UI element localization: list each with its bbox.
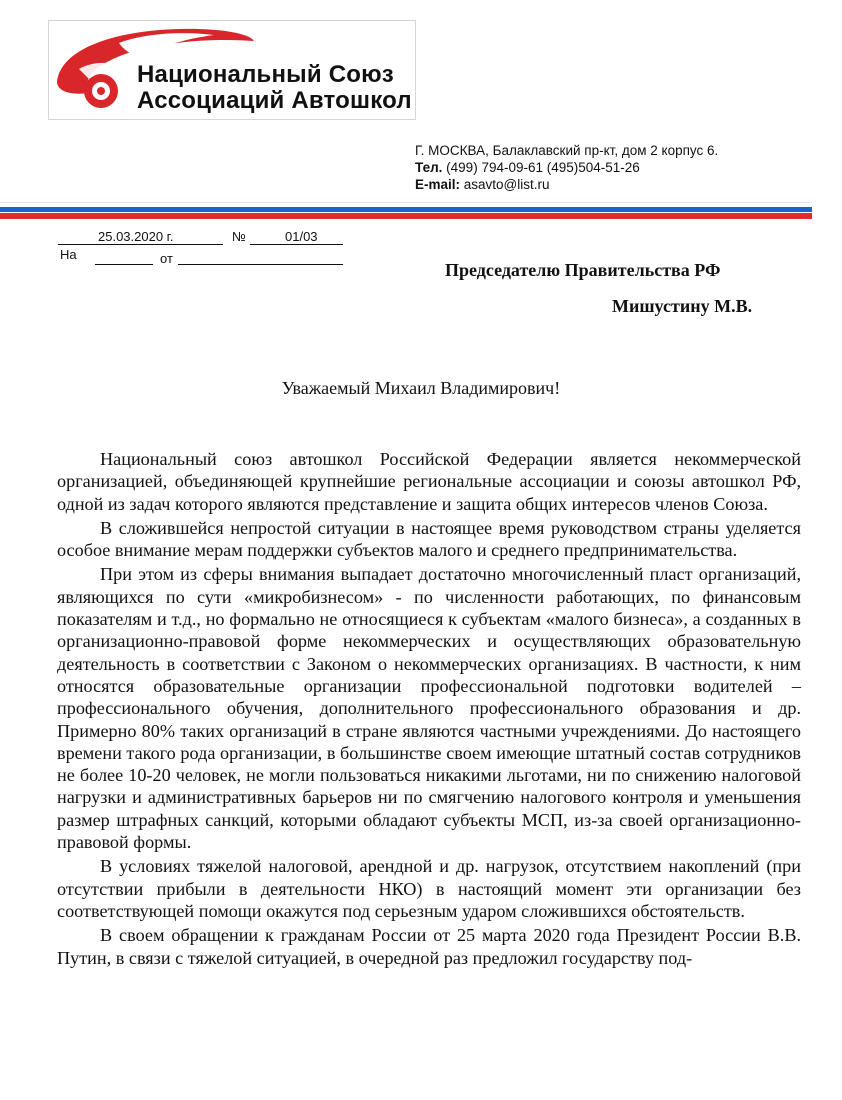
addressee-title: Председателю Правительства РФ [445, 260, 721, 280]
address-line: Г. МОСКВА, Балаклавский пр-кт, дом 2 корпус 6. [415, 143, 719, 158]
addressee-name: Мишустину М.В. [612, 296, 753, 316]
logo-title-line2: Ассоциаций Автошкол [137, 87, 412, 114]
phone-line [415, 159, 718, 176]
paragraph: Национальный союз автошкол Российской Федерации является некоммерческой организацией, объединяющей крупнейшие региональные ассоциации и союзы автошкол РФ, одной из задач которого являются представление и защита общих интересов членов Союза. [57, 449, 801, 514]
email-label: E-mail: [415, 177, 461, 192]
from-label: от [160, 251, 173, 266]
reply-underline [95, 264, 153, 265]
phone-label: Тел. [415, 160, 443, 175]
tricolor-divider [0, 202, 812, 220]
salutation: Уважаемый Михаил Владимирович! [281, 378, 561, 398]
reply-label: На [60, 247, 77, 262]
paragraph: При этом из сферы внимания выпадает достаточно многочисленный пласт организаций, являющихся по сути «микробизнесом» - по численности работающих, по финансовым показателям и т.д., но формально не относящиеся к субъектам «малого бизнеса», а созданных в организационно-правовой форме некоммерческих и осуществляющих образовательную деятельность в соответствии с Законом о некоммерческих организациях. В частности, к ним относятся образовательные организации профессиональной подготовки водителей – профессионального обучения, дополнительного профессионального образования и др. Примерно 80% таких организаций в стране являются частными учреждениями. До настоящего времени такого рода организации, в большинстве своем имеющие штатный состав сотрудников не более 10-20 человек, не могли пользоваться никакими льготами, ни по снижению налоговой нагрузки и административных барьеров ни по смягчению налогового контроля и уменьшения размер штрафных санкций, которыми обладают субъекты МСП, из-за своей организационно-правовой формы. [57, 564, 801, 853]
number-label: № [232, 229, 246, 244]
contact-block [415, 142, 718, 193]
outgoing-number: 01/03 [285, 229, 318, 244]
email-line [415, 176, 718, 193]
blue-stripe [0, 207, 812, 212]
red-stripe [0, 213, 812, 219]
phone-value: (499) 794-09-61 (495)504-51-26 [442, 160, 640, 175]
date-underline [58, 244, 223, 245]
paragraph: В условиях тяжелой налоговой, арендной и др. нагрузок, отсутствием накоплений (при отсутствии прибыли в деятельности НКО) в настоящий момент эти организации без соответствующей помощи окажутся под серьезным ударом сложившихся обстоятельств. [57, 856, 801, 921]
paragraph: В сложившейся непростой ситуации в настоящее время руководством страны уделяется особое внимание мерам поддержки субъектов малого и среднего предпринимательства. [57, 517, 801, 561]
number-underline [250, 244, 343, 245]
letterhead-logo [48, 20, 416, 120]
outgoing-date: 25.03.2020 г. [98, 229, 174, 244]
logo-title-line1: Национальный Союз [137, 61, 394, 88]
paragraph: В своем обращении к гражданам России от 25 марта 2020 года Президент России В.В. Путин, в связи с тяжелой ситуацией, в очередной раз предложил государству под- [57, 925, 801, 968]
from-underline [178, 264, 343, 265]
letter-body [57, 448, 801, 971]
email-value[interactable]: asavto@list.ru [460, 177, 550, 192]
